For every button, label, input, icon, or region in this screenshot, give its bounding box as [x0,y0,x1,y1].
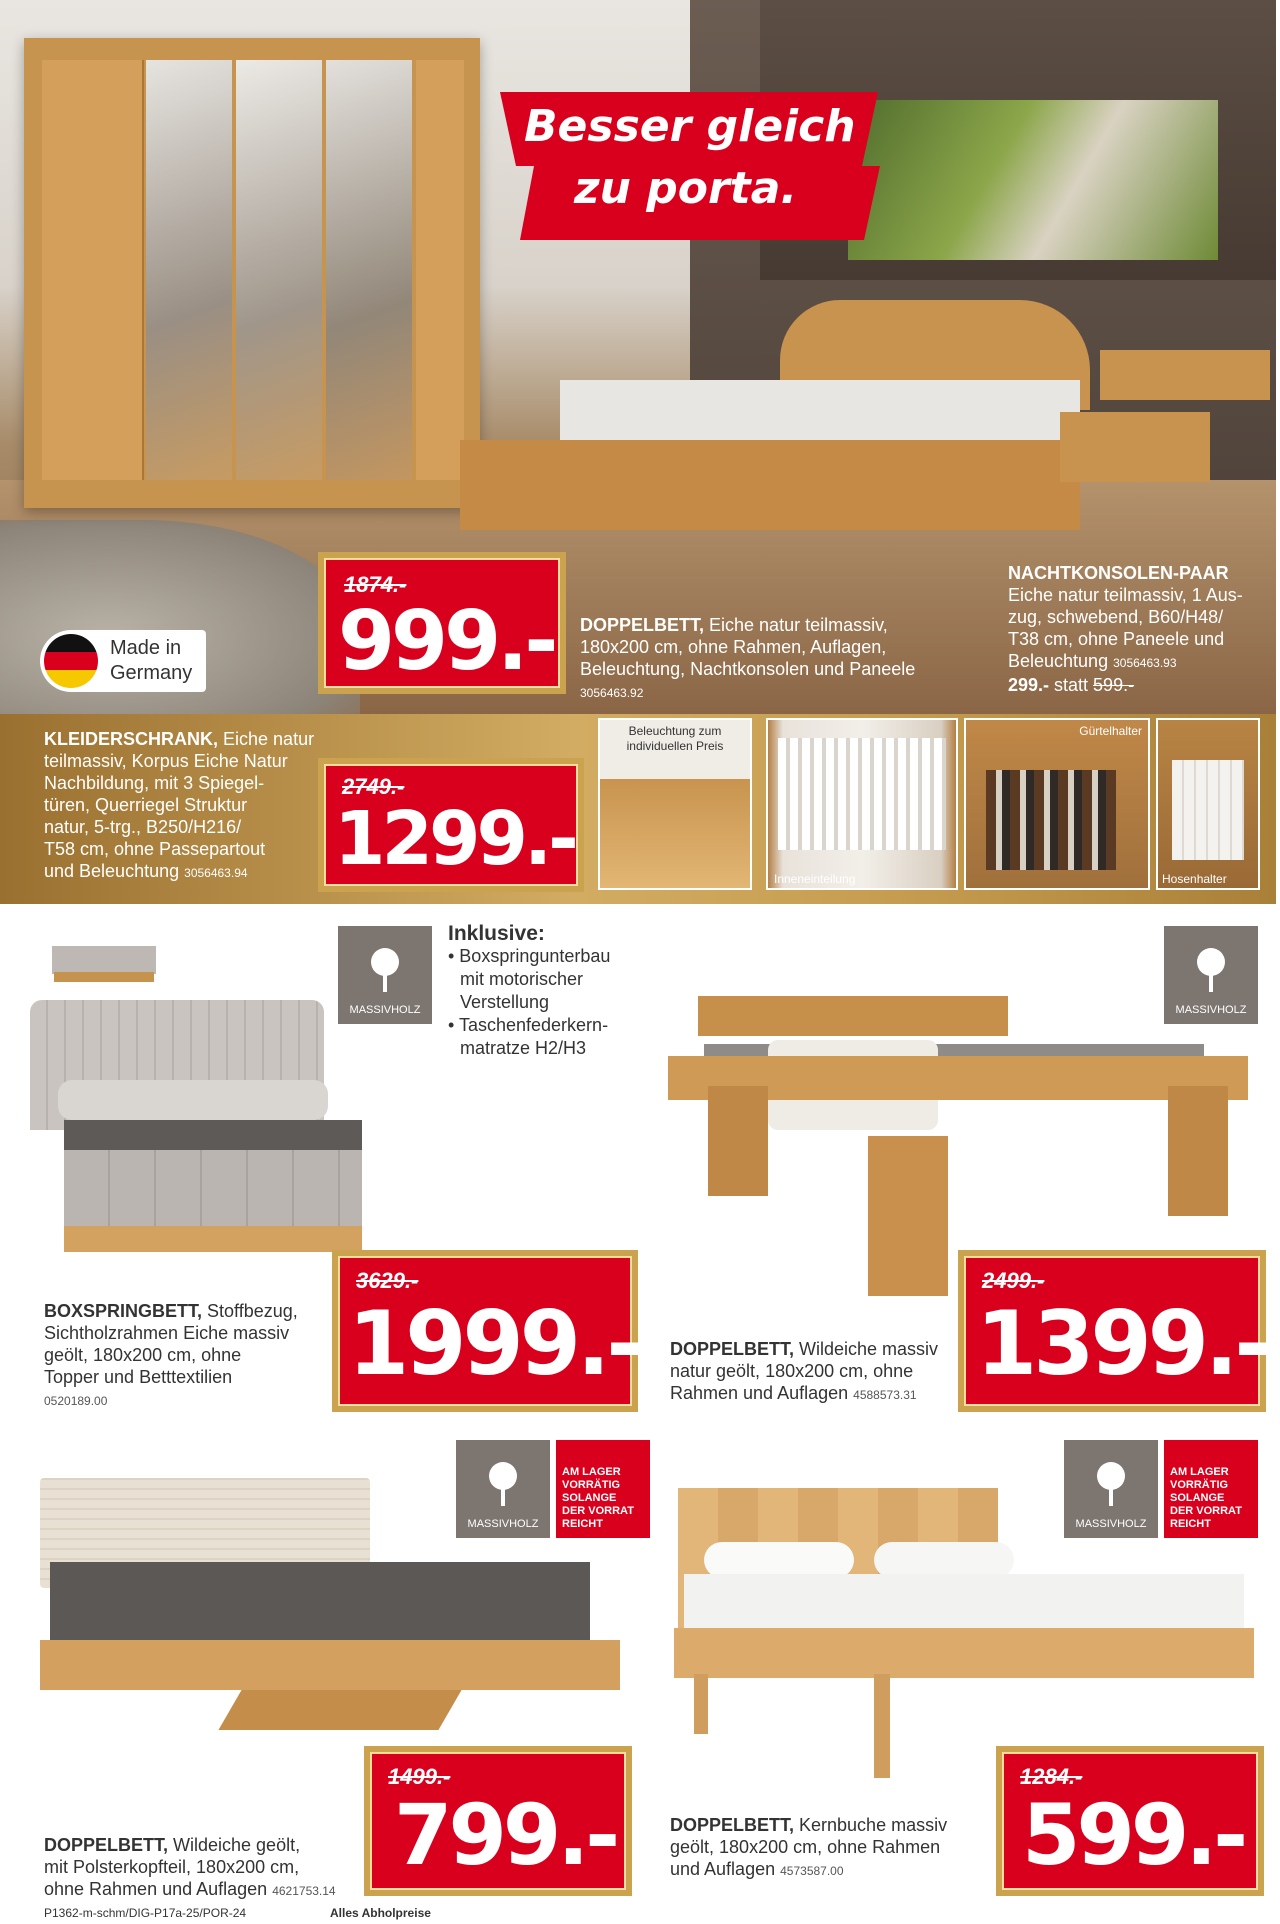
nightstands-title: NACHTKONSOLEN-PAAR [1008,563,1229,583]
boxspring-photo [28,1000,328,1260]
article-number: 0520189.00 [44,1394,108,1408]
painting [848,100,1218,260]
thumb-interior [766,718,958,890]
article-number: 4621753.14 [272,1884,336,1898]
price-badge-upholstered [364,1746,632,1896]
bed-description: DOPPELBETT, Eiche natur teilmassiv, 180x200 cm, ohne Rahmen, Auflagen, Beleuchtung, Nachtkonsolen und Paneele 3056463.92 [580,615,916,700]
nightstands-price: 299.- [1008,675,1050,695]
solid-wood-badge: MASSIVHOLZ [456,1440,550,1538]
banner-slogan [524,96,856,220]
in-stock-badge: AM LAGER VORRÄTIG SOLANGE DER VORRAT REICHT [1164,1440,1258,1538]
current-price: 1999.- [348,1292,639,1395]
wardrobe-description: KLEIDERSCHRANK, Eiche natur teilmassiv, Korpus Eiche Natur Nachbildung, mit 3 Spiegel- türen, Querriegel Struktur natur, 5-trg., B250/H216/ T58 cm, ohne Passepartout und Beleuchtung 3056463.94 [44,729,315,881]
solid-wood-badge: MASSIVHOLZ [338,926,432,1024]
german-flag-icon [44,634,98,688]
bed-upholstered-title: DOPPELBETT, [44,1835,169,1855]
article-number: 3056463.93 [1113,656,1177,670]
bed-title: DOPPELBETT, [580,615,705,635]
nightstand [1060,412,1210,482]
thumb-trouser-holder [1156,718,1260,890]
bed-beech-description: DOPPELBETT, Kernbuche massiv geölt, 180x200 cm, ohne Rahmen und Auflagen 4573587.00 [670,1815,948,1879]
wardrobe-photo [24,38,480,508]
in-stock-badge: AM LAGER VORRÄTIG SOLANGE DER VORRAT REICHT [556,1440,650,1538]
price-badge-beech [996,1746,1264,1896]
footer-note: Alles Abholpreise [330,1906,431,1920]
old-price: 1874.- [344,572,407,597]
boxspring-mini-photo [52,928,156,986]
current-price: 599.- [1022,1786,1245,1884]
tree-icon [1190,946,1232,994]
current-price: 1399.- [976,1292,1267,1395]
article-number: 3056463.92 [580,686,644,700]
boxspring-description: BOXSPRINGBETT, Stoffbezug, Sichtholzrahmen Eiche massiv geölt, 180x200 cm, ohne Topper und Betttextilien 0520189.00 [44,1301,298,1408]
boxspring-title: BOXSPRINGBETT, [44,1301,203,1321]
thumb-interior-caption: Inneneinteilung [774,872,856,886]
tree-icon [364,946,406,994]
includes-title: Inklusive: [448,922,545,945]
old-price: 2749.- [342,774,405,799]
wall-shelf [1100,350,1270,400]
banner-line-1: Besser gleich [524,101,856,152]
bed-frame [460,440,1080,530]
old-price: 1499.- [388,1764,451,1789]
price-badge-boxspring [332,1250,638,1412]
nightstands-description: NACHTKONSOLEN-PAAR Eiche natur teilmassiv, 1 Aus- zug, schwebend, B60/H48/ T38 cm, ohne Paneele und Beleuchtung 3056463.93 299.- statt 599.- [1008,563,1243,695]
bed-wild-oak-description: DOPPELBETT, Wildeiche massiv natur geölt, 180x200 cm, ohne Rahmen und Auflagen 4588573.31 [670,1339,939,1403]
thumb-trouser-holder-caption: Hosenhalter [1162,872,1227,886]
footer-code: P1362-m-schm/DIG-P17a-25/POR-24 [44,1906,247,1920]
current-price: 1299.- [334,796,575,882]
tree-icon [1090,1460,1132,1508]
bed-beech-title: DOPPELBETT, [670,1815,795,1835]
old-price: 2499.- [982,1268,1045,1293]
thumb-belt-holder-caption: Gürtelhalter [1079,724,1142,738]
bed-upholstered-description: DOPPELBETT, Wildeiche geölt, mit Polsterkopfteil, 180x200 cm, ohne Rahmen und Auflagen 4621753.14 [44,1835,336,1899]
wardrobe-section [0,714,1276,904]
tree-icon [482,1460,524,1508]
banner-line-2: zu porta. [574,163,798,214]
thumb-lighting-caption: Beleuchtung zum individuellen Preis [626,724,724,753]
bed-wild-oak-title: DOPPELBETT, [670,1339,795,1359]
solid-wood-badge: MASSIVHOLZ [1064,1440,1158,1538]
old-price: 3629.- [356,1268,419,1293]
price-badge-wardrobe [318,758,584,892]
hero-image [0,0,1276,714]
article-number: 4588573.31 [853,1388,917,1402]
price-badge-bed [318,552,566,694]
current-price: 999.- [338,594,555,689]
current-price: 799.- [394,1786,617,1884]
boxspring-includes: Inklusive: • Boxspringunterbau mit motorischer Verstellung • Taschenfederkern- matratze H2/H3 [448,922,611,1058]
nightstands-old-price: 599.- [1093,675,1135,695]
made-in-germany-text: Made in Germany [110,637,193,684]
old-price: 1284.- [1020,1764,1083,1789]
thumb-belt-holder [964,718,1150,890]
article-number: 4573587.00 [780,1864,844,1878]
article-number: 3056463.94 [184,866,248,880]
thumb-lighting [598,718,752,890]
price-badge-wild-oak [958,1250,1266,1412]
wardrobe-title: KLEIDERSCHRANK, [44,729,219,749]
solid-wood-badge: MASSIVHOLZ [1164,926,1258,1024]
